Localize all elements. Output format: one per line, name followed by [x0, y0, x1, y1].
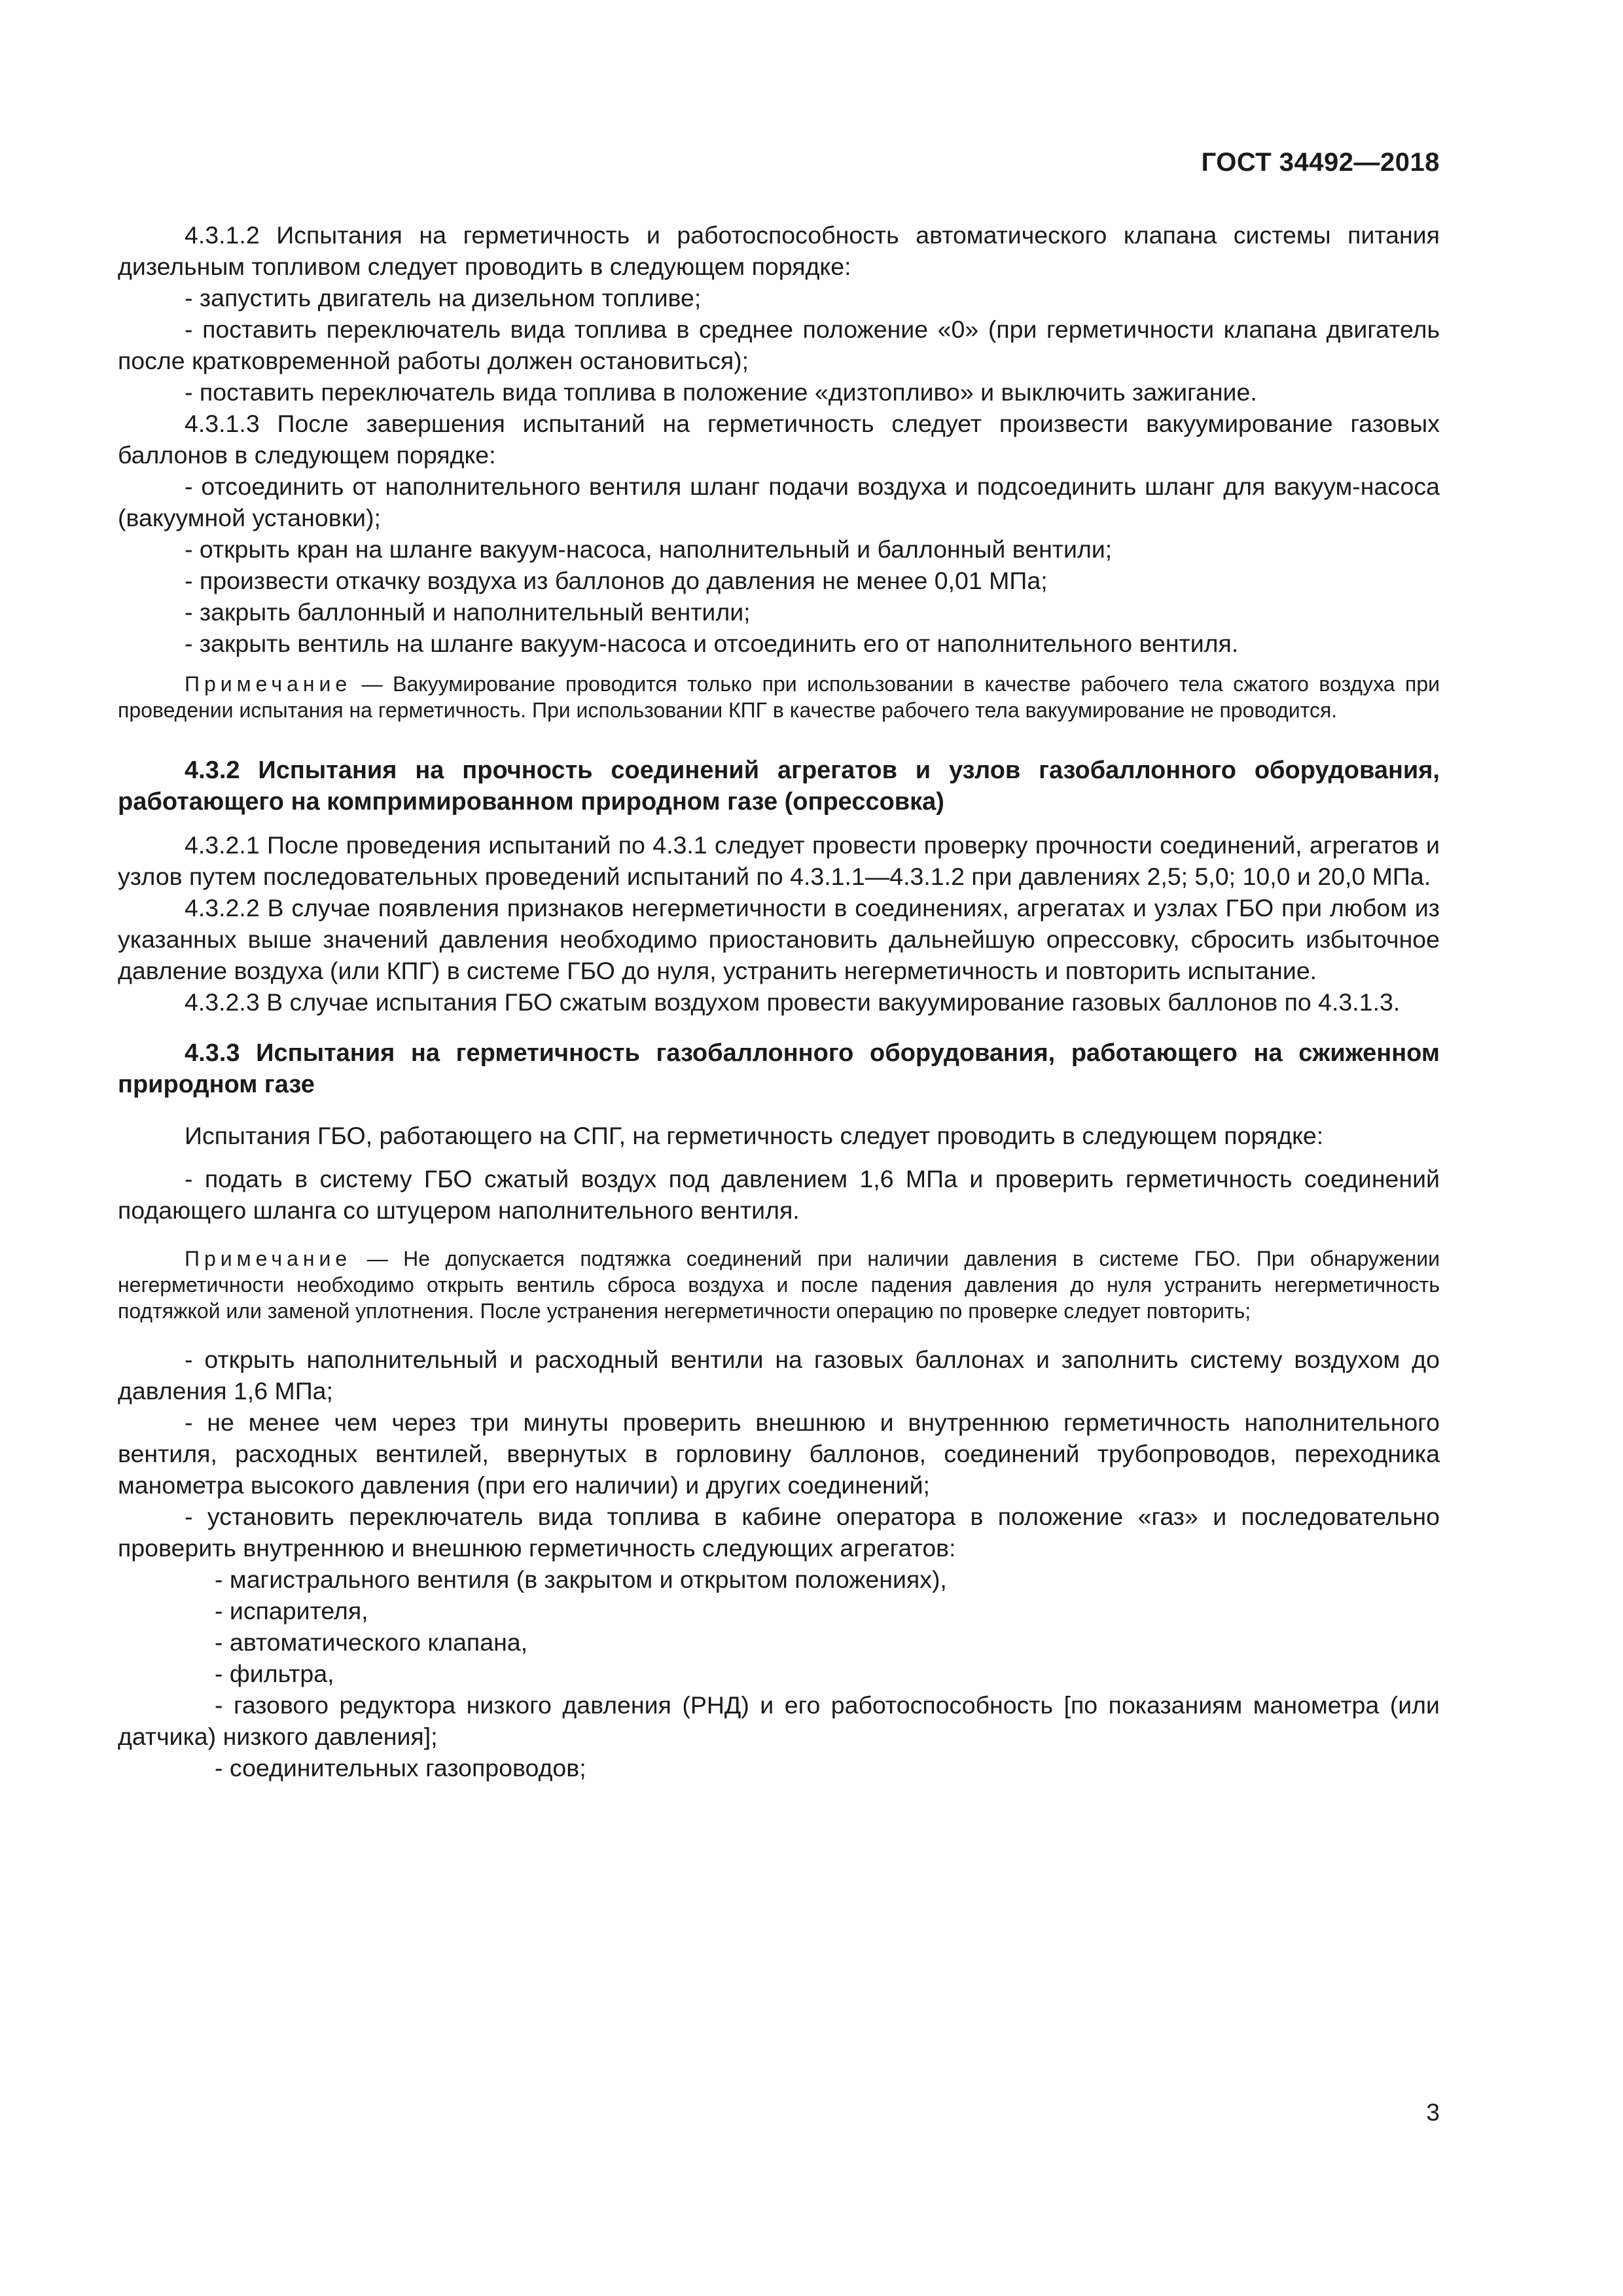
- note-tightening: [118, 1246, 1440, 1324]
- list-item: - открыть кран на шланге вакуум-насоса, наполнительный и баллонный вентили;: [185, 535, 1113, 563]
- note-text: — Вакуумирование проводится только при использовании в качестве рабочего тела сжатого воздуха при проведении испытания на герметичность. При использовании КПГ в качестве рабочего тела вакуумирование не проводится.: [118, 672, 1440, 722]
- list-item: - открыть наполнительный и расходный вентили на газовых баллонах и заполнить систему воздухом до давления 1,6 МПа;: [118, 1346, 1440, 1405]
- sub-list-item: - фильтра,: [215, 1660, 334, 1687]
- list-item: - закрыть вентиль на шланге вакуум-насоса и отсоединить его от наполнительного вентиля.: [185, 630, 1239, 657]
- list-item: - запустить двигатель на дизельном топливе;: [185, 284, 702, 312]
- sub-list-item: - газового редуктора низкого давления (РНД) и его работоспособность [по показаниям манометра (или датчика) низкого давления];: [118, 1691, 1440, 1750]
- paragraph-4-3-2-1: 4.3.2.1 После проведения испытаний по 4.3.1 следует провести проверку прочности соединений, агрегатов и узлов путем последовательных проведений испытаний по 4.3.1.1—4.3.1.2 при давлениях 2,5; 5,0; 10,0 и 20,0 МПа.: [118, 831, 1440, 890]
- list-item: - подать в систему ГБО сжатый воздух под давлением 1,6 МПа и проверить герметичность соединений подающего шланга со штуцером наполнительного вентиля.: [118, 1165, 1440, 1224]
- list-item: - поставить переключатель вида топлива в среднее положение «0» (при герметичности клапана двигатель после кратковременной работы должен остановиться);: [118, 315, 1440, 374]
- document-page: [118, 0, 1440, 2296]
- list-item: - установить переключатель вида топлива в кабине оператора в положение «газ» и последовательно проверить внутреннюю и внешнюю герметичность следующих агрегатов:: [118, 1503, 1440, 1562]
- paragraph-4-3-1-2: 4.3.1.2 Испытания на герметичность и работоспособность автоматического клапана системы питания дизельным топливом следует проводить в следующем порядке:: [118, 221, 1440, 280]
- document-id-header: ГОСТ 34492—2018: [1201, 148, 1440, 177]
- document-body: [118, 219, 1440, 1784]
- heading-4-3-2: 4.3.2 Испытания на прочность соединений агрегатов и узлов газобаллонного оборудования, работающего на компримированном природном газе (опрессовка): [118, 757, 1440, 816]
- page-number: 3: [1426, 2099, 1440, 2126]
- list-item: - закрыть баллонный и наполнительный вентили;: [185, 598, 751, 626]
- note-label: Примечание: [185, 1247, 352, 1270]
- note-label: Примечание: [185, 672, 352, 696]
- note-text: — Не допускается подтяжка соединений при наличии давления в системе ГБО. При обнаружении негерметичности необходимо открыть вентиль сброса воздуха и после падения давления до нуля устранить негерметичность подтяжкой или заменой уплотнения. После устранения негерметичности операцию по проверке следует повторить;: [118, 1247, 1440, 1323]
- paragraph-spg-intro: Испытания ГБО, работающего на СПГ, на герметичность следует проводить в следующем порядке:: [185, 1122, 1324, 1149]
- heading-4-3-3: 4.3.3 Испытания на герметичность газобаллонного оборудования, работающего на сжиженном природном газе: [118, 1039, 1440, 1098]
- sub-list-item: - автоматического клапана,: [215, 1628, 528, 1656]
- paragraph-4-3-1-3: 4.3.1.3 После завершения испытаний на герметичность следует произвести вакуумирование газовых баллонов в следующем порядке:: [118, 410, 1440, 469]
- list-item: - поставить переключатель вида топлива в положение «дизтопливо» и выключить зажигание.: [185, 378, 1257, 406]
- sub-list-item: - магистрального вентиля (в закрытом и открытом положениях),: [215, 1566, 947, 1593]
- sub-list-item: - испарителя,: [215, 1597, 368, 1624]
- list-item: - не менее чем через три минуты проверить внешнюю и внутреннюю герметичность наполнительного вентиля, расходных вентилей, ввернутых в горловину баллонов, соединений трубопроводов, переходника манометра высокого давления (при его наличии) и других соединений;: [118, 1408, 1440, 1499]
- paragraph-4-3-2-3: 4.3.2.3 В случае испытания ГБО сжатым воздухом провести вакуумирование газовых баллонов по 4.3.1.3.: [185, 988, 1400, 1016]
- list-item: - произвести откачку воздуха из баллонов до давления не менее 0,01 МПа;: [185, 567, 1048, 594]
- paragraph-4-3-2-2: 4.3.2.2 В случае появления признаков негерметичности в соединениях, агрегатах и узлах ГБО при любом из указанных выше значений давления необходимо приостановить дальнейшую опрессовку, сбросить избыточное давление воздуха (или КПГ) в системе ГБО до нуля, устранить негерметичность и повторить испытание.: [118, 894, 1440, 984]
- sub-list-item: - соединительных газопроводов;: [215, 1754, 586, 1782]
- list-item: - отсоединить от наполнительного вентиля шланг подачи воздуха и подсоединить шланг для вакуум-насоса (вакуумной установки);: [118, 473, 1440, 531]
- note-vacuum: [118, 671, 1440, 723]
